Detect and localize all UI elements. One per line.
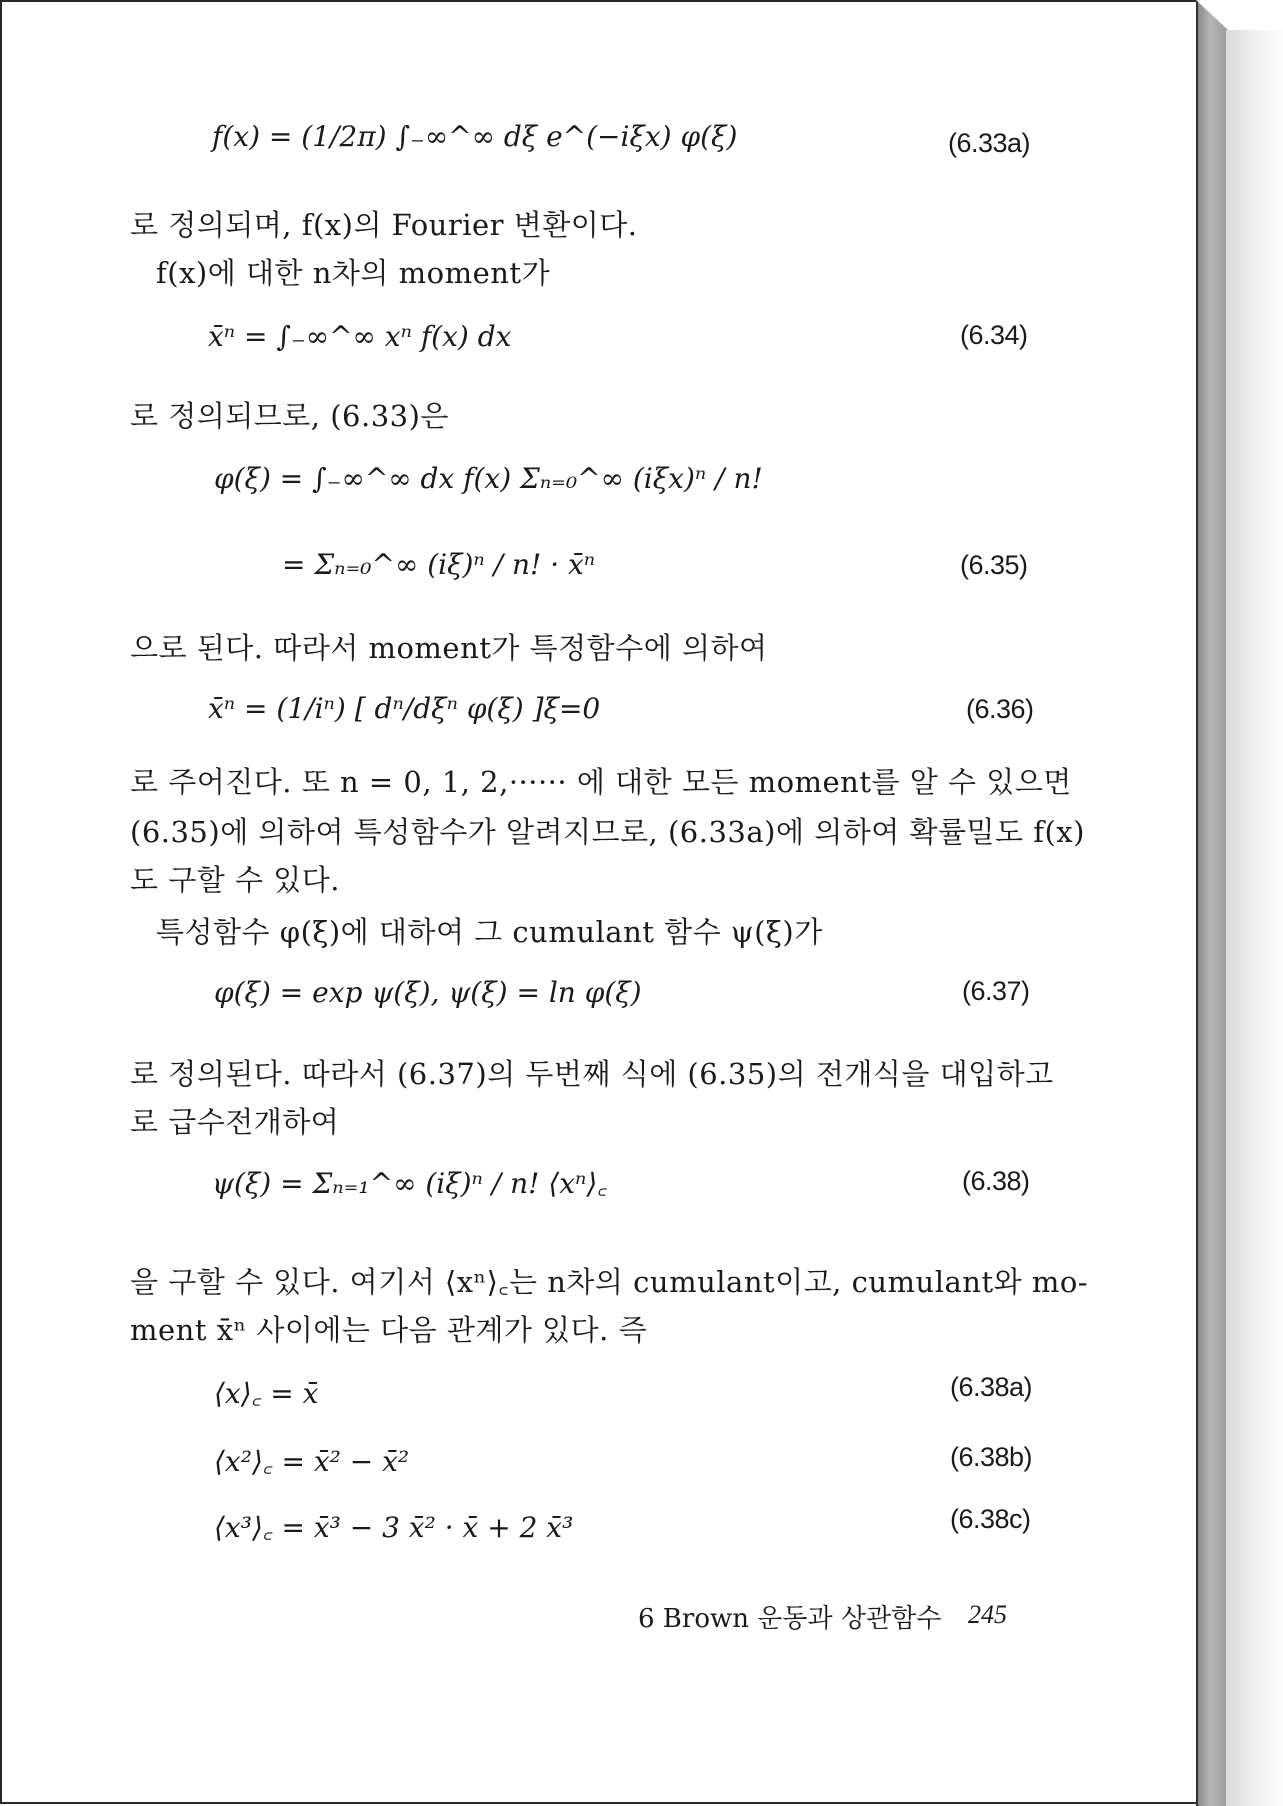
equation-number-6-33a: (6.33a) <box>948 128 1031 158</box>
paragraph-line: f(x)에 대한 n차의 moment가 <box>156 256 551 290</box>
equation-6-36: x̄ⁿ = (1/iⁿ) [ dⁿ/dξⁿ φ(ξ) ]ξ=0 <box>208 692 601 725</box>
equation-6-35-line1: φ(ξ) = ∫₋∞^∞ dx f(x) Σₙ₌₀^∞ (iξx)ⁿ / n! <box>214 462 763 495</box>
paragraph-line: 로 정의되며, f(x)의 Fourier 변환이다. <box>130 208 638 242</box>
paragraph-line: 특성함수 φ(ξ)에 대하여 그 cumulant 함수 ψ(ξ)가 <box>156 915 823 949</box>
equation-6-38a: ⟨x⟩꜀ = x̄ <box>214 1377 319 1410</box>
paragraph-line: 로 정의되므로, (6.33)은 <box>130 399 449 433</box>
paragraph-line: (6.35)에 의하여 특성함수가 알려지므로, (6.33a)에 의하여 확률밀도 f(x) <box>130 815 1085 849</box>
equation-number-6-37: (6.37) <box>962 976 1030 1006</box>
equation-6-38c: ⟨x³⟩꜀ = x̄³ − 3 x̄² · x̄ + 2 x̄³ <box>214 1511 574 1544</box>
equation-number-6-38c: (6.38c) <box>950 1504 1031 1534</box>
paragraph-line: 을 구할 수 있다. 여기서 ⟨xⁿ⟩꜀는 n차의 cumulant이고, cumulant와 mo- <box>130 1265 1089 1299</box>
equation-6-38: ψ(ξ) = Σₙ₌₁^∞ (iξ)ⁿ / n! ⟨xⁿ⟩꜀ <box>212 1167 607 1200</box>
paragraph-line: 도 구할 수 있다. <box>130 863 340 897</box>
equation-6-38b: ⟨x²⟩꜀ = x̄² − x̄² <box>214 1445 410 1478</box>
equation-number-6-38a: (6.38a) <box>950 1372 1033 1402</box>
equation-number-6-35: (6.35) <box>960 550 1028 580</box>
equation-6-34: x̄ⁿ = ∫₋∞^∞ xⁿ f(x) dx <box>208 320 512 353</box>
equation-number-6-34: (6.34) <box>960 320 1028 350</box>
paragraph-line: 로 주어진다. 또 n = 0, 1, 2,······ 에 대한 모든 moment를 알 수 있으면 <box>130 765 1072 799</box>
page-shadow <box>1226 30 1283 1806</box>
page-edge <box>1196 0 1228 1806</box>
paragraph-line: 로 정의된다. 따라서 (6.37)의 두번째 식에 (6.35)의 전개식을 대입하고 <box>130 1057 1054 1091</box>
equation-number-6-38b: (6.38b) <box>950 1442 1033 1472</box>
running-head: 6 Brown 운동과 상관함수 <box>638 1604 942 1634</box>
equation-6-33a: f(x) = (1/2π) ∫₋∞^∞ dξ e^(−iξx) φ(ξ) <box>212 120 738 153</box>
equation-number-6-36: (6.36) <box>966 694 1034 724</box>
equation-6-37: φ(ξ) = exp ψ(ξ), ψ(ξ) = ln φ(ξ) <box>214 976 642 1009</box>
paragraph-line: 로 급수전개하여 <box>130 1105 340 1139</box>
paragraph-line: ment x̄ⁿ 사이에는 다음 관계가 있다. 즉 <box>130 1313 648 1347</box>
page-number: 245 <box>968 1600 1007 1629</box>
paragraph-line: 으로 된다. 따라서 moment가 특정함수에 의하여 <box>130 631 768 665</box>
equation-number-6-38: (6.38) <box>962 1166 1030 1196</box>
equation-6-35-line2: = Σₙ₌₀^∞ (iξ)ⁿ / n! · x̄ⁿ <box>282 548 596 581</box>
